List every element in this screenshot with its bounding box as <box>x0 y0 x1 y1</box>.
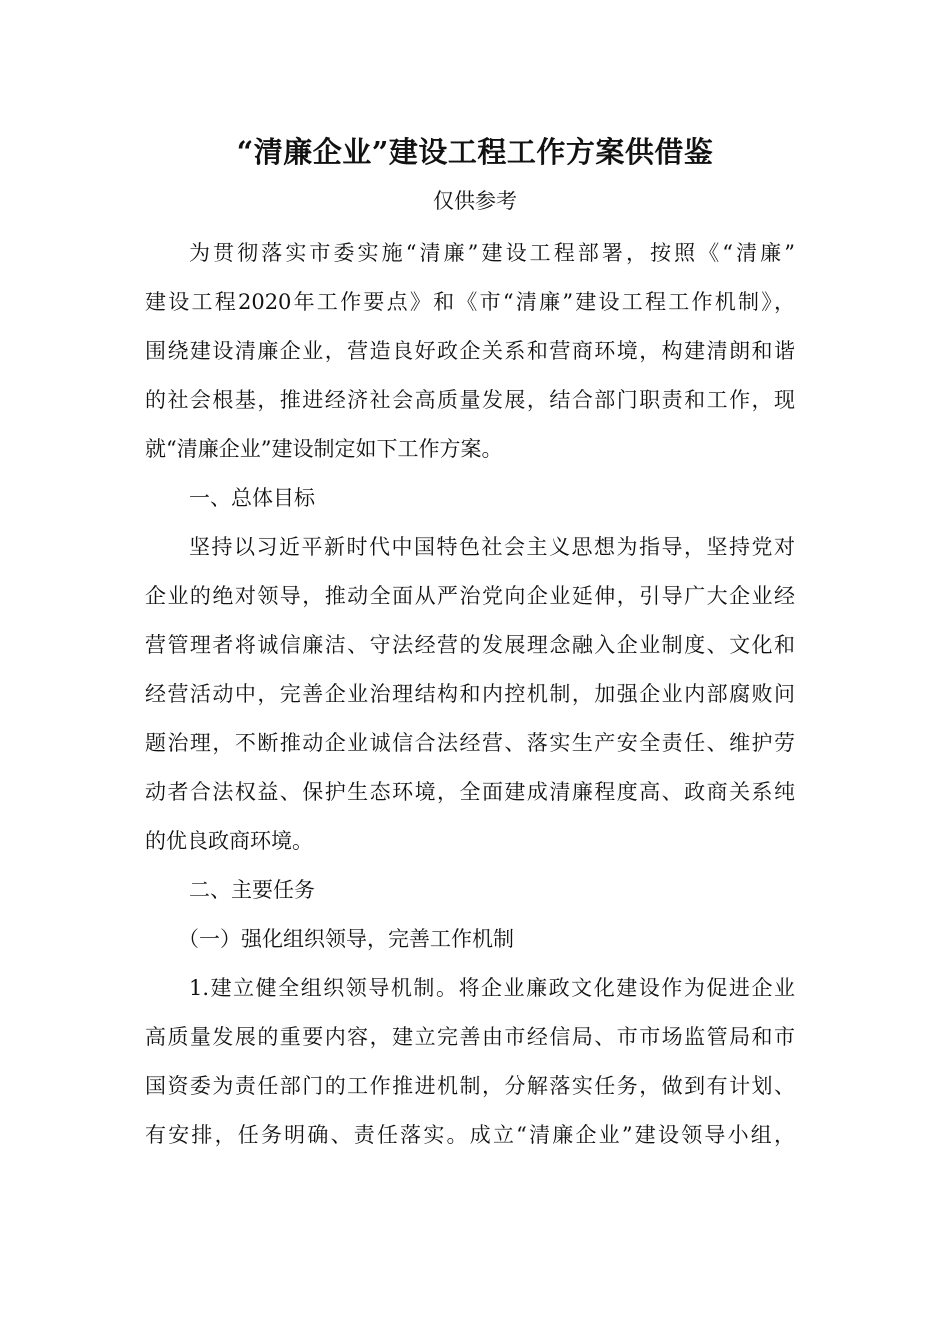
body-line: 经营活动中，完善企业治理结构和内控机制，加强企业内部腐败问 <box>145 682 795 706</box>
body-line: 坚持以习近平新时代中国特色社会主义思想为指导，坚持党对 <box>189 535 795 559</box>
body-line: 动者合法权益、保护生态环境，全面建成清廉程度高、政商关系纯 <box>145 780 795 804</box>
body-line: 高质量发展的重要内容，建立完善由市经信局、市市场监管局和市 <box>145 1025 795 1049</box>
body-line: 的优良政商环境。 <box>145 829 313 853</box>
body-line: 题治理，不断推动企业诚信合法经营、落实生产安全责任、维护劳 <box>145 731 795 755</box>
body-line: 国资委为责任部门的工作推进机制，分解落实任务，做到有计划、 <box>145 1074 795 1098</box>
document-title: “清廉企业”建设工程工作方案供借鉴 <box>236 135 714 169</box>
subsection-heading-organization: （一）强化组织领导，完善工作机制 <box>178 927 514 951</box>
section-heading-main-tasks: 二、主要任务 <box>189 878 315 902</box>
body-line: 围绕建设清廉企业，营造良好政企关系和营商环境，构建清朗和谐 <box>145 339 795 363</box>
body-line: 的社会根基，推进经济社会高质量发展，结合部门职责和工作，现 <box>145 388 795 412</box>
body-line: 1.建立健全组织领导机制。将企业廉政文化建设作为促进企业 <box>189 976 795 1000</box>
document-body <box>145 231 795 1162</box>
body-line: 建设工程2020年工作要点》和《市“清廉”建设工程工作机制》， <box>145 290 795 314</box>
section-heading-overall-goal: 一、总体目标 <box>189 486 315 510</box>
body-line: 就“清廉企业”建设制定如下工作方案。 <box>145 437 503 461</box>
document-subtitle: 仅供参考 <box>433 189 517 213</box>
body-line: 营管理者将诚信廉洁、守法经营的发展理念融入企业制度、文化和 <box>145 633 795 657</box>
body-line: 有安排，任务明确、责任落实。成立“清廉企业”建设领导小组， <box>145 1123 795 1147</box>
body-line: 企业的绝对领导，推动全面从严治党向企业延伸，引导广大企业经 <box>145 584 795 608</box>
body-line: 为贯彻落实市委实施“清廉”建设工程部署，按照《“清廉” <box>189 241 795 265</box>
